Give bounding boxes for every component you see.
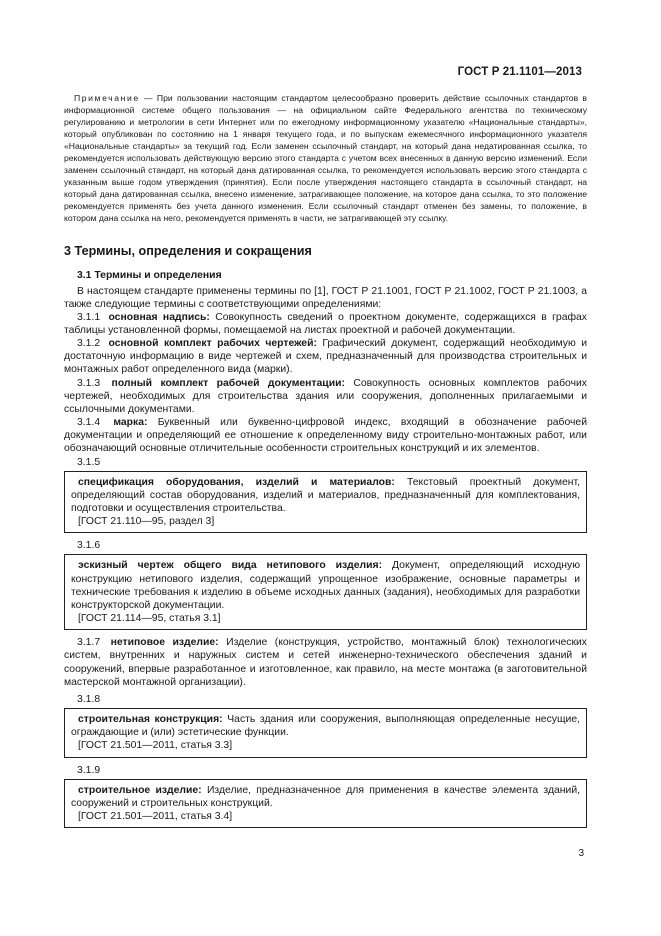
term-name: строительная конструкция: bbox=[78, 714, 223, 726]
term-number-3-1-8: 3.1.8 bbox=[77, 693, 101, 705]
term-3-1-9 bbox=[71, 784, 580, 810]
section-title: 3 Термины, определения и сокращения bbox=[64, 243, 312, 258]
term-number-3-1-5: 3.1.5 bbox=[77, 456, 101, 468]
term-3-1-7 bbox=[64, 636, 587, 689]
term-definition: Текстовый проектный документ, определяющий состав оборудования, изделий и материалов, предназначенный для комплектования, подготовки и осуществления строительства. bbox=[71, 476, 580, 515]
definition-box-3-1-5 bbox=[64, 471, 587, 534]
term-name: основной комплект рабочих чертежей: bbox=[108, 338, 317, 350]
term-number: 3.1.2 bbox=[77, 338, 101, 350]
note-label: Примечание bbox=[74, 93, 140, 103]
term-name: спецификация оборудования, изделий и материалов: bbox=[78, 476, 395, 488]
term-reference: [ГОСТ 21.501—2011, статья 3.3] bbox=[78, 740, 233, 752]
term-3-1-2 bbox=[64, 337, 587, 376]
term-number: 3.1.3 bbox=[77, 377, 101, 389]
definition-box-3-1-8 bbox=[64, 708, 587, 757]
note-paragraph bbox=[64, 92, 587, 225]
term-3-1-3 bbox=[64, 377, 587, 416]
term-3-1-1 bbox=[64, 311, 587, 337]
term-name: строительное изделие: bbox=[78, 784, 202, 796]
term-3-1-4 bbox=[64, 416, 587, 455]
term-number: 3.1.4 bbox=[77, 417, 101, 429]
term-definition: Документ, определяющий исходную конструкцию нетипового изделия, содержащий упрощенное изображение, основные параметры и технические требования к изделию в объеме исходных данных (задания), необходимых для разработки конструкторской документации. bbox=[71, 560, 581, 611]
subsection-title: 3.1 Термины и определения bbox=[77, 269, 222, 281]
term-name: эскизный чертеж общего вида нетипового изделия: bbox=[78, 560, 383, 572]
term-number-3-1-6: 3.1.6 bbox=[77, 540, 101, 552]
document-code-header: ГОСТ Р 21.1101—2013 bbox=[457, 66, 582, 78]
term-name: марка: bbox=[113, 417, 148, 429]
term-reference: [ГОСТ 21.501—2011, статья 3.4] bbox=[78, 810, 233, 822]
term-definition: Совокупность сведений о проектном документе, содержащихся в графах таблицы установленной формы, помещаемой на листах проектной и рабочей документации. bbox=[64, 311, 587, 336]
term-3-1-6 bbox=[71, 559, 580, 612]
term-3-1-8 bbox=[71, 713, 580, 739]
note-text: — При пользовании настоящим стандартом целесообразно проверить действие ссылочных стандартов в информационной системе общего пользования — на официальном сайте Федерального агентства по техническому регулированию и метрологии в сети Интернет или по ежегодному информационному указателю «Национальные стандарты», который опубликован по состоянию на 1 января текущего года, и по выпускам ежемесячного информационного указателя «Национальные стандарты» за текущий год. Если заменен ссылочный стандарт, на который дана недатированная ссылка, то рекомендуется использовать действующую версию этого стандарта с учетом всех внесенных в данную версию изменений. Если заменен ссылочный стандарт, на который дана датированная ссылка, то рекомендуется использовать версию этого стандарта с указанным выше годом утверждения (принятия). Если после утверждения настоящего стандарта в ссылочный стандарт, на который дана датированная ссылка, внесено изменение, затрагивающее положение, на которое дана ссылка, то это положение рекомендуется применять без учета данного изменения. Если ссылочный стандарт отменен без замены, то положение, в котором дана ссылка на него, рекомендуется применять в части, не затрагивающей эту ссылку. bbox=[64, 93, 587, 224]
term-3-1-5 bbox=[71, 476, 580, 515]
term-reference: [ГОСТ 21.114—95, статья 3.1] bbox=[78, 613, 221, 625]
term-reference: [ГОСТ 21.110—95, раздел 3] bbox=[78, 516, 215, 528]
definition-box-3-1-6 bbox=[64, 554, 587, 630]
term-number-3-1-9: 3.1.9 bbox=[77, 764, 101, 776]
term-number: 3.1.1 bbox=[77, 311, 101, 323]
term-name: нетиповое изделие: bbox=[110, 637, 219, 649]
page-content bbox=[64, 92, 587, 834]
term-number: 3.1.7 bbox=[77, 637, 101, 649]
term-definition: Графический документ, содержащий необходимую и достаточную информацию в виде чертежей и схем, предназначенный для производства строительных и монтажных работ определенного вида (марки). bbox=[64, 338, 587, 376]
term-definition: Буквенный или буквенно-цифровой индекс, входящий в обозначение рабочей документации и определяющий ее отношение к определенному виду строительно-монтажных работ, или обозначающий основные отличительные особенности строительных конструкций и их элементов. bbox=[64, 417, 587, 455]
term-name: полный комплект рабочей документации: bbox=[111, 377, 345, 389]
term-definition: Часть здания или сооружения, выполняющая определенные несущие, ограждающие и (или) эстетические функции. bbox=[71, 714, 580, 739]
intro-paragraph: В настоящем стандарте применены термины по [1], ГОСТ Р 21.1001, ГОСТ Р 21.1002, ГОСТ Р 21.1003, а также следующие термины с соответствующими определениями: bbox=[64, 285, 587, 310]
term-definition: Изделие (конструкция, устройство, монтажный блок) технологических систем, внутренних и наружных систем и сетей инженерно-технического обеспечения зданий и сооружений, впервые разработанное и изготовленное, как правило, на месте монтажа (в заготовительной мастерской монтажной организации). bbox=[64, 637, 588, 688]
page-number: 3 bbox=[578, 848, 584, 859]
term-definition: Совокупность основных комплектов рабочих чертежей, необходимых для строительства здания или сооружения, дополненных прилагаемыми и ссылочными документами. bbox=[64, 377, 587, 415]
term-definition: Изделие, предназначенное для применения в качестве элемента зданий, сооружений и строительных конструкций. bbox=[71, 784, 581, 809]
term-name: основная надпись: bbox=[108, 311, 210, 323]
definition-box-3-1-9 bbox=[64, 779, 587, 828]
